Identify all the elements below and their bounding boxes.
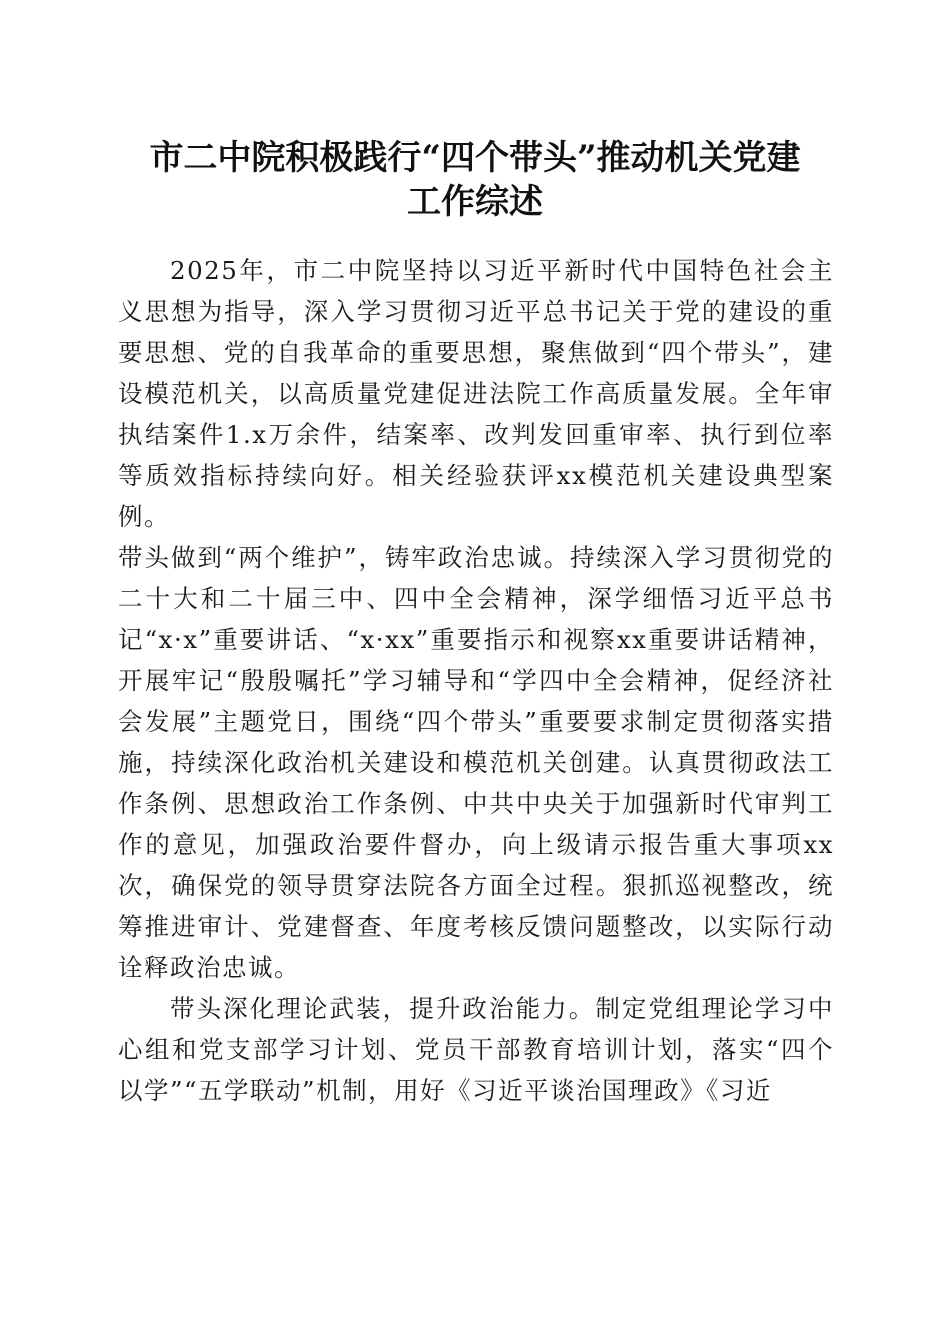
title-line-1: 市二中院积极践行“四个带头”推动机关党建 — [149, 138, 801, 178]
title-line-2: 工作综述 — [407, 182, 543, 222]
paragraph-theory-study: 带头深化理论武装，提升政治能力。制定党组理论学习中心组和党支部学习计划、党员干部教育培训计划，落实“四个以学”“五学联动”机制，用好《习近平谈治国理政》《习近 — [118, 994, 834, 1105]
paragraph-intro: 2025年，市二中院坚持以习近平新时代中国特色社会主义思想为指导，深入学习贯彻习近平总书记关于党的建设的重要思想、党的自我革命的重要思想，聚焦做到“四个带头”，建设模范机关，以高质量党建促进法院工作高质量发展。全年审执结案件1.x万余件，结案率、改判发回重审率、执行到位率等质效指标持续向好。相关经验获评xx模范机关建设典型案例。 — [118, 256, 834, 531]
paragraph-political-loyalty: 带头做到“两个维护”，铸牢政治忠诚。持续深入学习贯彻党的二十大和二十届三中、四中全会精神，深学细悟习近平总书记“x·x”重要讲话、“x·xx”重要指示和视察xx重要讲话精神，开展牢记“殷殷嘱托”学习辅导和“学四中全会精神，促经济社会发展”主题党日，围绕“四个带头”重要要求制定贯彻落实措施，持续深化政治机关建设和模范机关创建。认真贯彻政法工作条例、思想政治工作条例、中共中央关于加强新时代审判工作的意见，加强政治要件督办，向上级请示报告重大事项xx次，确保党的领导贯穿法院各方面全过程。狠抓巡视整改，统筹推进审计、党建督查、年度考核反馈问题整改，以实际行动诠释政治忠诚。 — [118, 543, 834, 982]
document-body — [118, 250, 834, 1111]
page-title — [100, 136, 850, 224]
